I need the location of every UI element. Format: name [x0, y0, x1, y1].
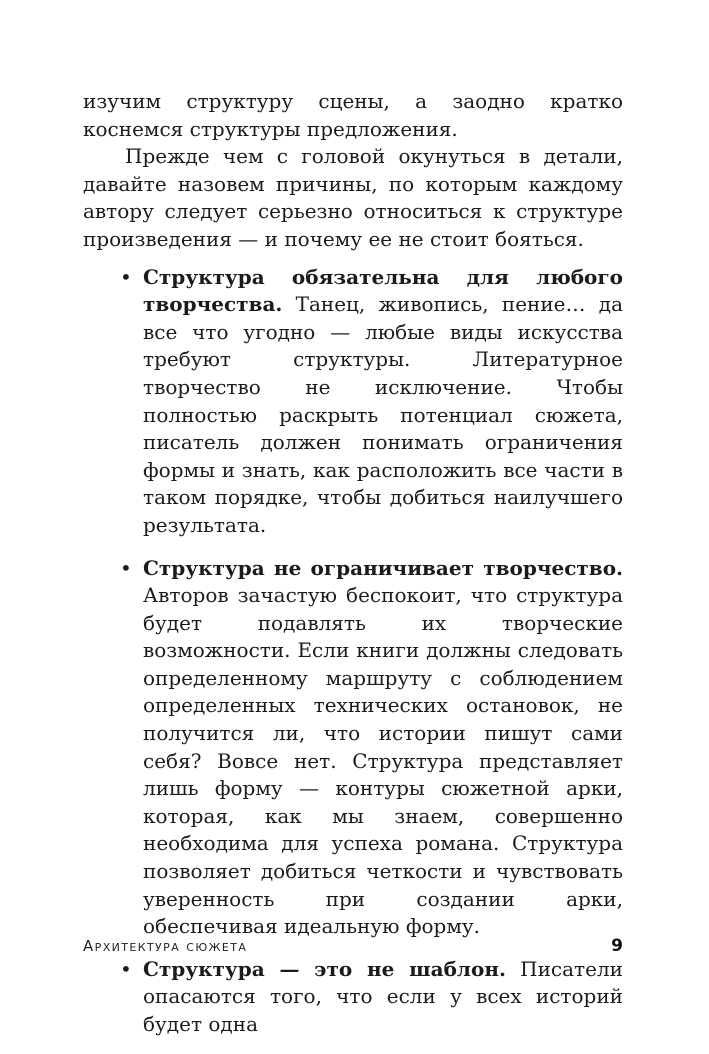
bullet-text: Авторов зачастую беспокоит, что структура будет подавлять их творческие возможности. Если книги должны следовать определенному маршруту с соблюдением определенных технических остановок, не получится ли, что истории пишут сами себя? Вовсе нет. Структура представляет лишь форму — контуры сюжетной арки, которая, как мы знаем, совершенно необходима для успеха романа. Структура позволяет добиться четкости и чувствовать уверенность при создании арки, обеспечивая идеальную форму.: [143, 583, 623, 939]
running-title: Архитектура сюжета: [83, 937, 248, 955]
bullet-item: [83, 555, 623, 941]
bullet-item: [83, 264, 623, 540]
bullet-lead: Структура не ограничивает творчество.: [143, 555, 623, 580]
bullet-text: Танец, живопись, пение… да все что угодно — любые виды искусства требуют структуры. Литературное творчество не исключение. Чтобы полностью раскрыть потенциал сюжета, писатель должен понимать ограничения формы и знать, как расположить все части в таком порядке, чтобы добиться наилучшего результата.: [143, 292, 623, 537]
bullet-lead: Структура обязательна для любого творчества.: [143, 264, 623, 317]
bullet-list: [83, 264, 623, 1039]
bullet-marker: •: [120, 956, 132, 981]
paragraph-continuation: изучим структуру сцены, а заодно кратко коснемся структуры предложения.: [83, 89, 623, 141]
bullet-lead: Структура — это не шаблон.: [143, 956, 506, 981]
page-number: 9: [611, 936, 623, 956]
bullet-item: [83, 956, 623, 1039]
bullet-marker: •: [120, 264, 132, 289]
bullet-text: Писатели опасаются того, что если у всех историй будет одна: [143, 956, 623, 1036]
page-body: [83, 88, 623, 1054]
paragraph-intro: Прежде чем с головой окунуться в детали, давайте назовем причины, по которым каждому автору следует серьезно относиться к структуре произведения — и почему ее не стоит бояться.: [83, 144, 623, 251]
bullet-marker: •: [120, 555, 132, 580]
page-footer: [83, 936, 623, 956]
